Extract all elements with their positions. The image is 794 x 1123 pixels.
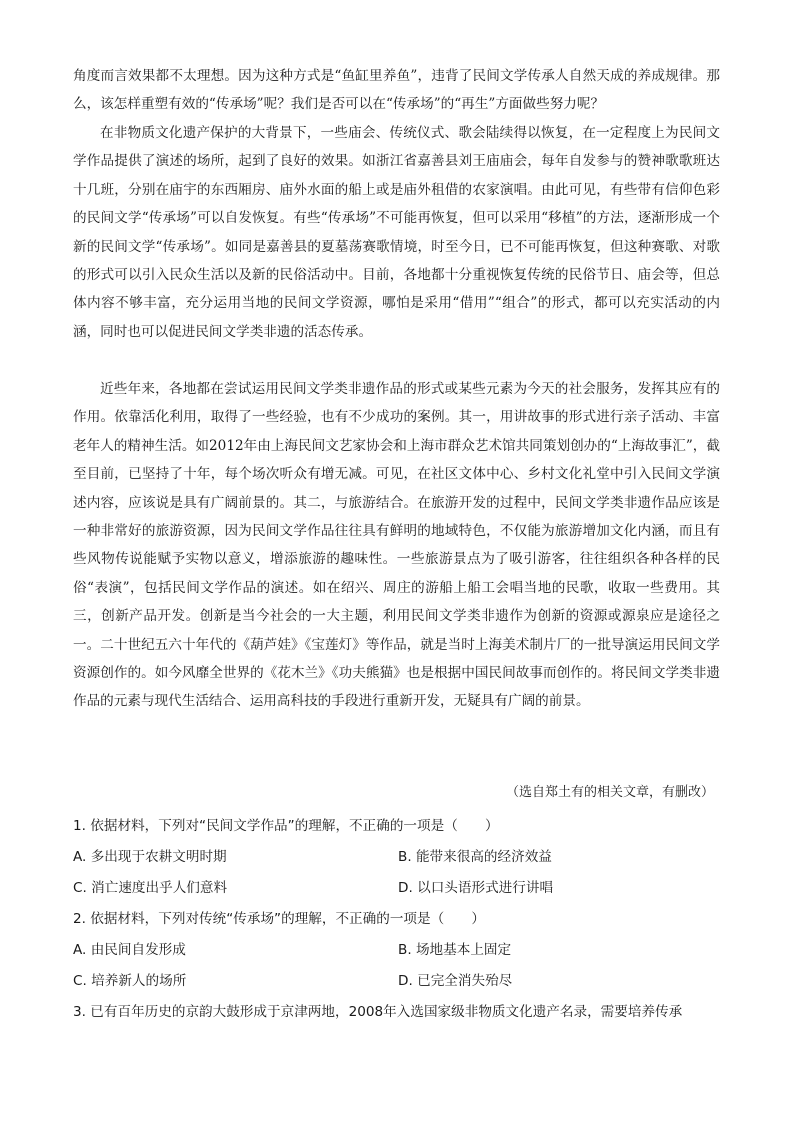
passage-paragraph-1: 角度而言效果都不太理想。因为这种方式是“鱼缸里养鱼”，违背了民间文学传承人自然天成的养成规律。那么，该怎样重塑有效的“传承场”呢？我们是否可以在“传承场”的“再生”方面做些努力呢？	[73, 68, 720, 113]
question-1-option-d: D. 以口头语形式进行讲唱	[398, 880, 554, 896]
question-2-option-c: C. 培养新人的场所	[73, 973, 187, 989]
question-2-option-b: B. 场地基本上固定	[398, 942, 512, 958]
question-2-option-a: A. 由民间自发形成	[73, 942, 186, 958]
question-3-stem: 3. 已有百年历史的京韵大鼓形成于京津两地，2008年入选国家级非物质文化遗产名录，需要培养传承	[73, 1004, 683, 1020]
passage-paragraph-3: 近些年来，各地都在尝试运用民间文学类非遗作品的形式或某些元素为今天的社会服务，发挥其应有的作用。依靠活化利用，取得了一些经验，也有不少成功的案例。其一，用讲故事的形式进行亲子活动、丰富老年人的精神生活。如2012年由上海民间文艺家协会和上海市群众艺术馆共同策划创办的“上海故事汇”，截至目前，已坚持了十年，每个场次听众有增无减。可见，在社区文体中心、乡村文化礼堂中引入民间文学演述内容，应该说是具有广阔前景的。其二，与旅游结合。在旅游开发的过程中，民间文学类非遗作品应该是一种非常好的旅游资源，因为民间文学作品往往具有鲜明的地域特色，不仅能为旅游增加文化内涵，而且有些风物传说能赋予实物以意义，增添旅游的趣味性。一些旅游景点为了吸引游客，往往组织各种各样的民俗“表演”，包括民间文学作品的演述。如在绍兴、周庄的游船上船工会唱当地的民歌，收取一些费用。其三，创新产品开发。创新是当今社会的一大主题，利用民间文学类非遗作为创新的资源或源泉应是途径之一。二十世纪五六十年代的《葫芦娃》《宝莲灯》等作品，就是当时上海美术制片厂的一批导演运用民间文学资源创作的。如今风靡全世界的《花木兰》《功夫熊猫》也是根据中国民间故事而创作的。将民间文学类非遗作品的元素与现代生活结合、运用高科技的手段进行重新开发，无疑具有广阔的前景。	[73, 381, 720, 710]
question-1-option-c: C. 消亡速度出乎人们意料	[73, 880, 228, 896]
question-1-stem: 1. 依据材料，下列对“民间文学作品”的理解，不正确的一项是（ ）	[73, 818, 499, 834]
question-2-stem: 2. 依据材料，下列对传统“传承场”的理解，不正确的一项是（ ）	[73, 911, 485, 927]
question-2-option-d: D. 已完全消失殆尽	[398, 973, 513, 989]
passage-source: （选自郑土有的相关文章，有删改）	[505, 785, 714, 800]
question-1-option-b: B. 能带来很高的经济效益	[398, 849, 552, 865]
question-1-option-a: A. 多出现于农耕文明时期	[73, 849, 227, 865]
passage-paragraph-2: 在非物质文化遗产保护的大背景下，一些庙会、传统仪式、歌会陆续得以恢复，在一定程度上为民间文学作品提供了演述的场所，起到了良好的效果。如浙江省嘉善县刘王庙庙会，每年自发参与的赞神歌歌班达十几班，分别在庙宇的东西厢房、庙外水面的船上或是庙外租借的农家演唱。由此可见，有些带有信仰色彩的民间文学“传承场”可以自发恢复。有些“传承场”不可能再恢复，但可以采用“移植”的方法，逐渐形成一个新的民间文学“传承场”。如同是嘉善县的夏墓荡赛歌情境，时至今日，已不可能再恢复，但这种赛歌、对歌的形式可以引入民众生活以及新的民俗活动中。目前，各地都十分重视恢复传统的民俗节日、庙会等，但总体内容不够丰富，充分运用当地的民间文学资源，哪怕是采用“借用”“组合”的形式，都可以充实活动的内涵，同时也可以促进民间文学类非遗的活态传承。	[73, 125, 720, 340]
